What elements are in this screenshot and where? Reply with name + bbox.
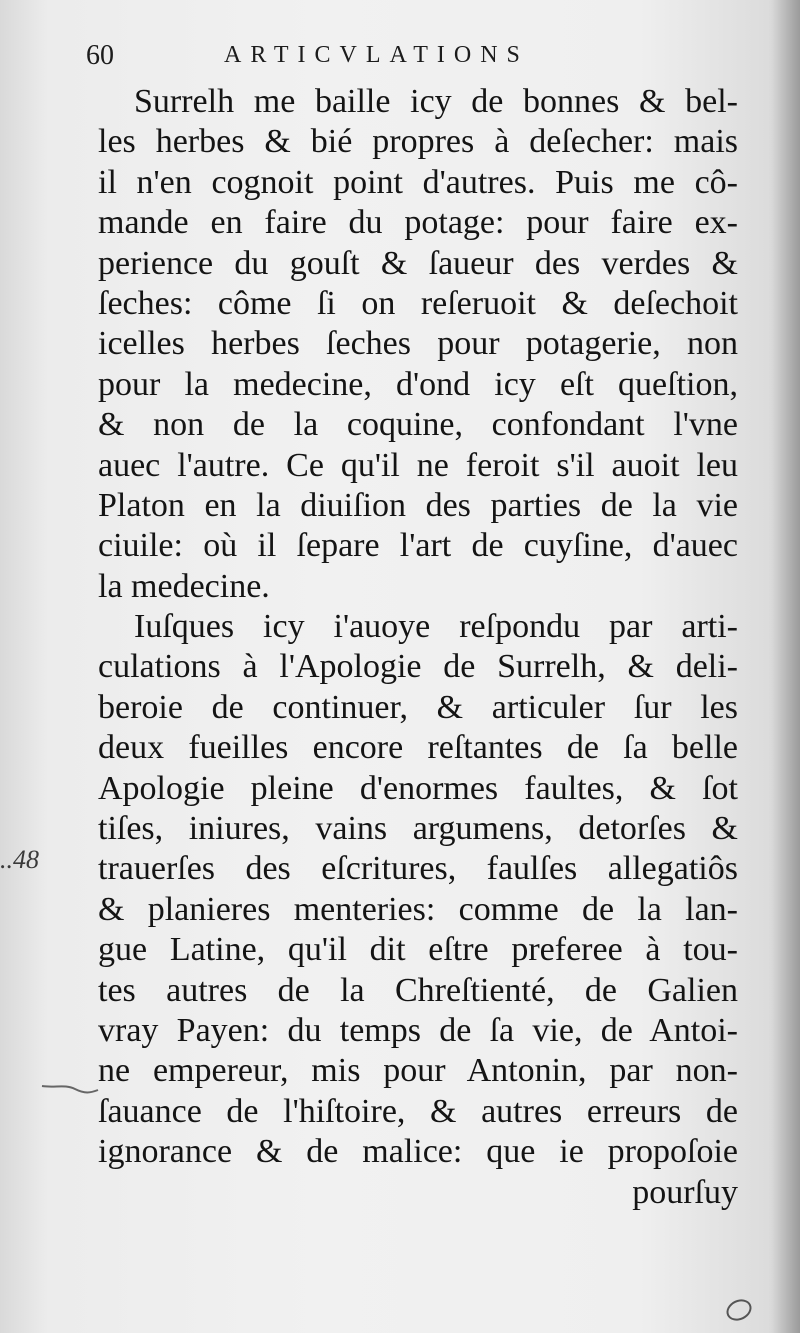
text-line: ne empereur, mis pour Antonin, par non- [98,1052,738,1090]
manuscript-mark [40,1082,100,1096]
text-line: gue Latine, qu'il dit eſtre preferee à tou- [98,931,738,969]
text-line: la medecine. [98,567,270,605]
page-header [86,38,736,78]
text-line: les herbes & bié propres à deſecher: mais [98,123,738,161]
text-line: trauerſes des eſcritures, faulſes allegatiôs [98,850,738,888]
text-line: tiſes, iniures, vains argumens, detorſes & [98,810,738,848]
text-line: & non de la coquine, confondant l'vne [98,406,738,444]
text-line: perience du gouſt & ſaueur des verdes & [98,244,738,282]
text-line: beroie de continuer, & articuler ſur les [98,688,738,726]
text-line: ſauance de l'hiſtoire, & autres erreurs de [98,1092,738,1130]
text-line: ciuile: où il ſepare l'art de cuyſine, d'auec [98,527,738,565]
margin-note: ..48 [0,845,39,874]
text-line: ignorance & de malice: que ie propoſoie [98,1133,738,1171]
text-line: & planieres menteries: comme de la lan- [98,890,738,928]
text-line: pour la medecine, d'ond icy eſt queſtion, [98,365,738,403]
text-line: Surrelh me baille icy de bonnes & bel- [134,83,738,120]
text-line: icelles herbes ſeches pour potagerie, non [98,325,738,363]
text-line: vray Payen: du temps de ſa vie, de Antoi- [98,1011,738,1049]
text-line: il n'en cognoit point d'autres. Puis me cô- [98,163,738,201]
text-line: Apologie pleine d'enormes faultes, & ſot [98,769,738,807]
page-number: 60 [86,40,114,71]
text-line: Platon en la diuiſion des parties de la vie [98,486,738,524]
text-line: tes autres de la Chreſtienté, de Galien [98,971,738,1009]
running-title: ARTICVLATIONS [224,42,529,68]
text-line: Iuſques icy i'auoye reſpondu par arti- [134,608,738,646]
text-line: mande en faire du potage: pour faire ex- [98,204,738,242]
text-line: culations à l'Apologie de Surrelh, & deli- [98,648,738,686]
text-line: deux fueilles encore reſtantes de ſa belle [98,729,738,767]
text-line: auec l'autre. Ce qu'il ne feroit s'il auoit leu [98,446,738,484]
body-text [98,82,738,1213]
catchword: pourſuy [632,1173,738,1211]
ink-blot [723,1295,755,1324]
text-line: ſeches: côme ſi on reſeruoit & deſechoit [98,284,738,322]
